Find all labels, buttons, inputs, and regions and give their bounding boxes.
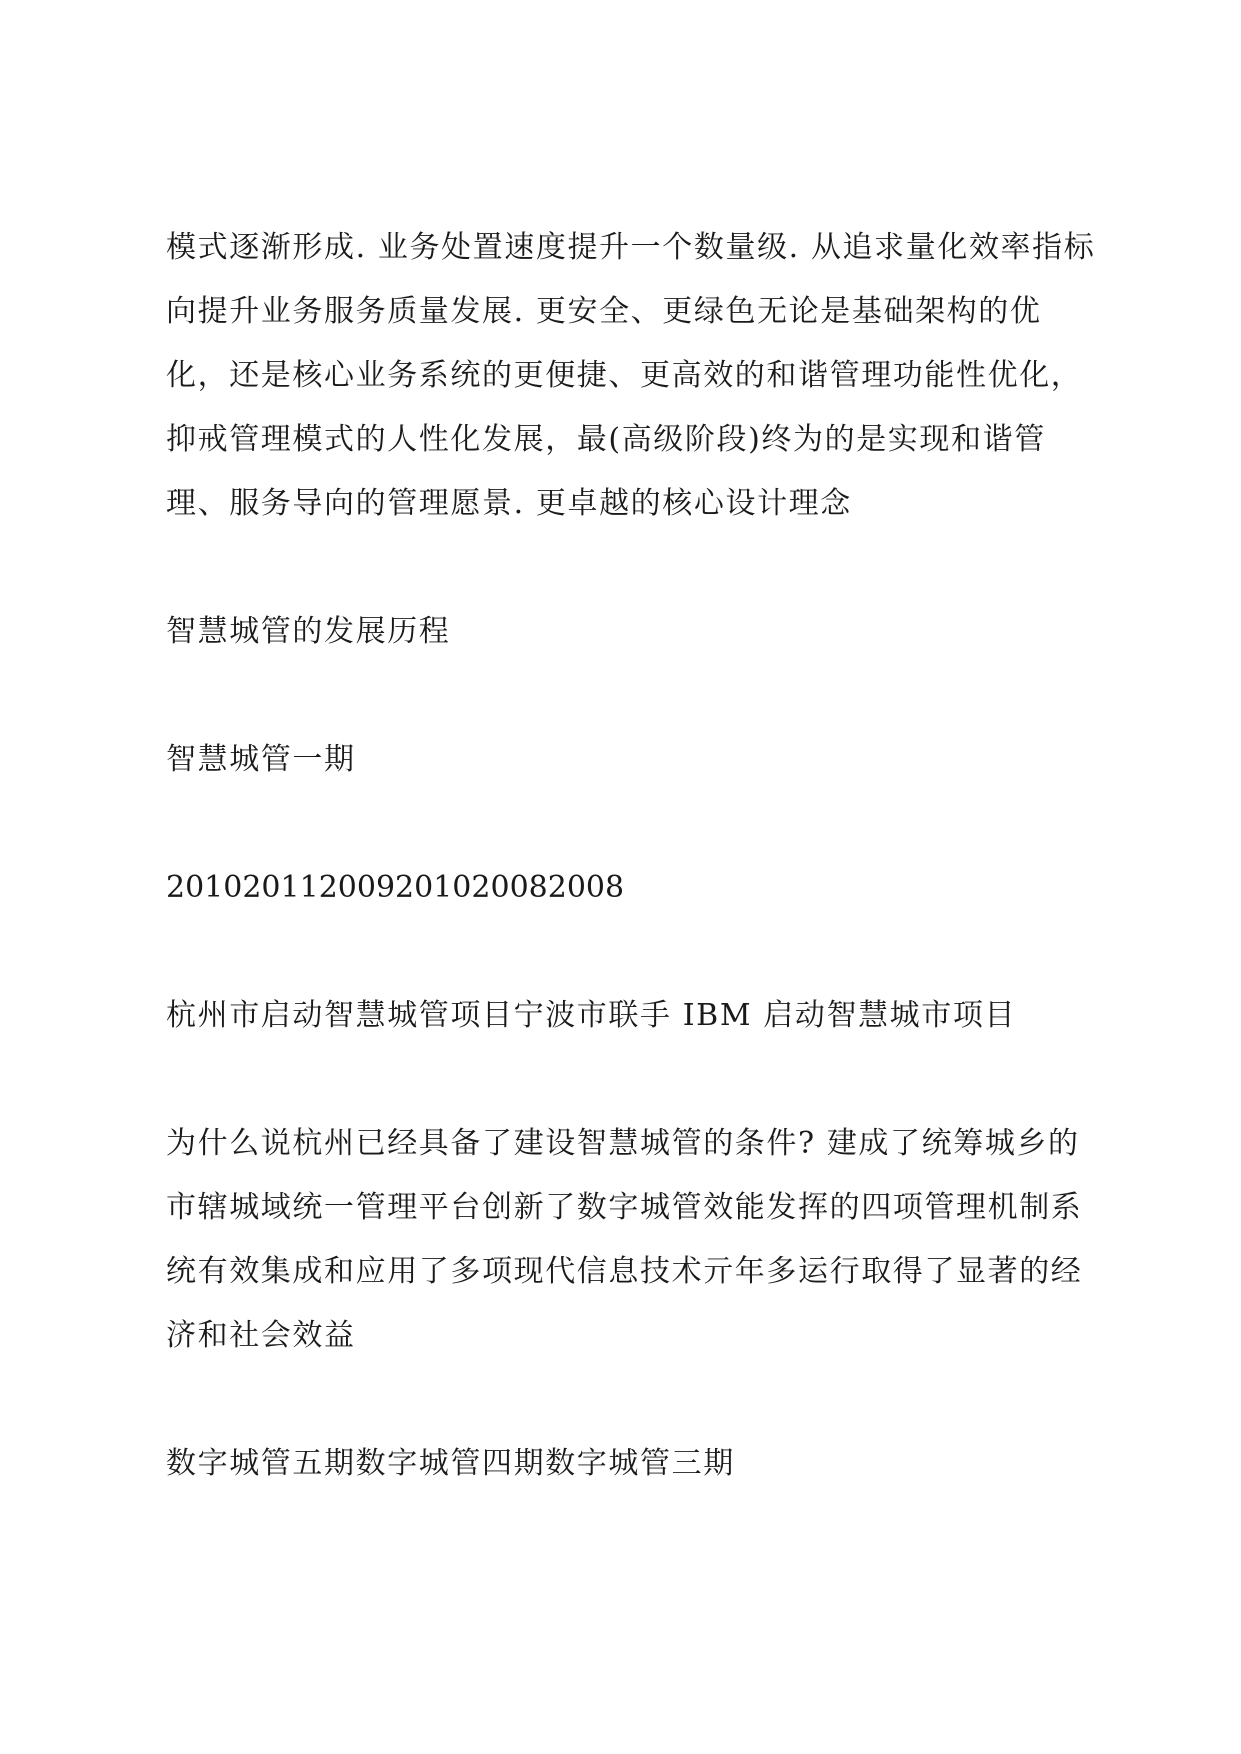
- heading-phase-one: 智慧城管一期: [166, 742, 356, 777]
- year-sequence: 2010201120092010200820​08: [166, 870, 625, 905]
- paragraph-digital-phases: 数字城管五期数字城管四期数字城管三期: [166, 1446, 735, 1481]
- paragraph-hangzhou-conditions: 为什么说杭州已经具备了建设智慧城管的条件? 建成了统筹城乡的市辖城域统一管理平台创新了数字城管效能发挥的四项管理机制系统有效集成和应用了多项现代信息技术亓年多运行取得了显著的经济和社会效益: [166, 1126, 1083, 1353]
- paragraph-intro: 模式逐渐形成. 业务处置速度提升一个数量级. 从追求量化效率指标向提升业务服务质量发展. 更安全、更绿色无论是基础架构的优化，还是核心业务系统的更便捷、更高效的和谐管理功能性优化，抑戒管理模式的人性化发展，最(高级阶段)终为的是实现和谐管理、服务导向的管理愿景. 更卓越的核心设计理念: [166, 230, 1096, 521]
- document-body: [166, 216, 1096, 1496]
- paragraph-project-launch: 杭州市启动智慧城管项目宁波市联手 IBM 启动智慧城市项目: [166, 998, 1017, 1033]
- heading-development-history: 智慧城管的发展历程: [166, 614, 451, 649]
